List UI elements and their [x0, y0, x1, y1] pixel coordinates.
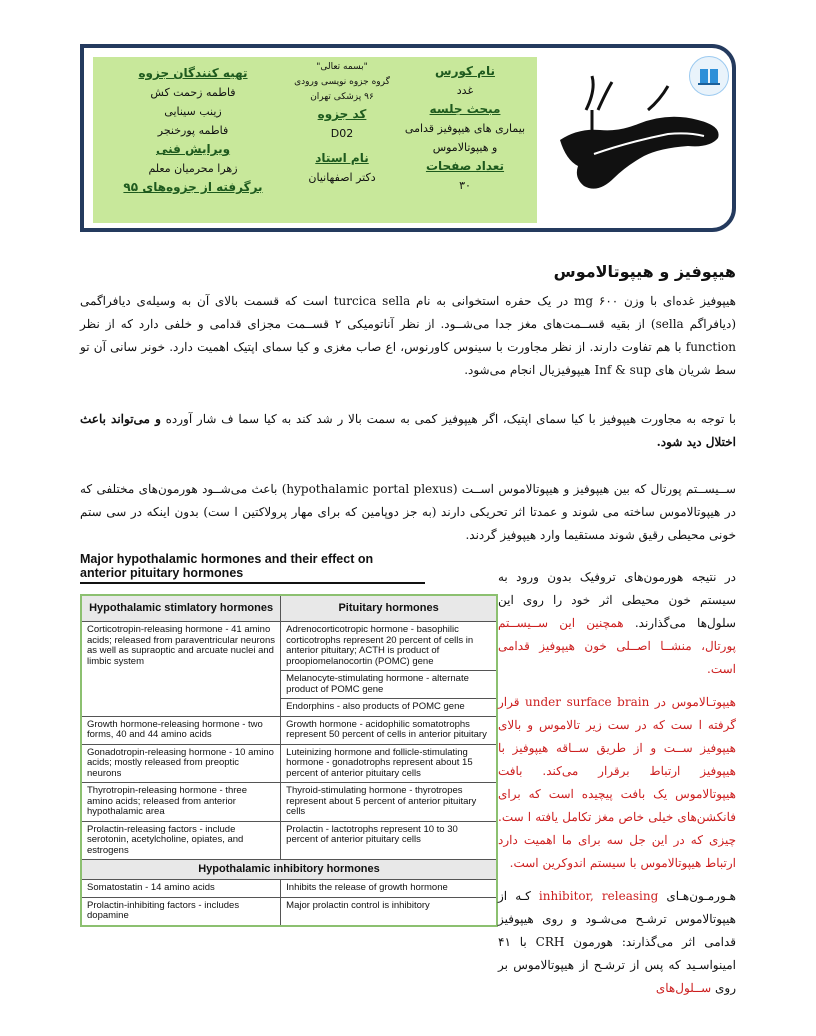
session-value-1: بیماری های هیپوفیز قدامی — [404, 122, 526, 135]
side-paragraph-3-red: inhibitor, releasing — [538, 889, 659, 903]
table-title-line-1: Major hypothalamic hormones and their effect on — [80, 552, 374, 566]
table-header-stimulatory: Hypothalamic stimlatory hormones — [81, 595, 281, 622]
table-cell: Adrenocorticotropic hormone - basophilic corticotrophs represent 20 percent of cells in anterior pituitary; ACTH is product of proopiomelanocortin (POMC) gene — [281, 622, 497, 671]
session-value-2: و هیپوتالاموس — [432, 141, 498, 154]
course-value: غدد — [456, 84, 474, 97]
pancreas-illustration-icon — [548, 70, 732, 210]
table-row — [81, 821, 497, 860]
table-cell: Growth hormone - acidophilic somatotrophs represent 50 percent of cells in anterior pituitary — [281, 716, 497, 744]
table-title — [80, 552, 425, 584]
table-cell: Somatostatin - 14 amino acids — [81, 880, 281, 898]
table-row — [81, 622, 497, 671]
preparers-label: تهیه کنندگان جزوه — [138, 66, 248, 80]
pages-label: تعداد صفحات — [425, 159, 505, 173]
code-label: کد جزوه — [317, 107, 367, 121]
table-title-line-2: anterior pituitary hormones — [80, 566, 244, 580]
table-header-pituitary: Pituitary hormones — [281, 595, 497, 622]
table-cell: Major prolactin control is inhibitory — [281, 897, 497, 926]
side-paragraph-1-red: همچنین این ســیســتم پورتال، منشــا اصــلی خون هیپوفیز قدامی است. — [498, 616, 736, 676]
table-row — [81, 716, 497, 744]
paragraph-2 — [80, 408, 736, 454]
preparer-1: فاطمه زحمت کش — [150, 86, 236, 99]
page-title: هیپوفیز و هیپوتالاموس — [553, 262, 736, 281]
group-line-1: گروه جزوه نویسی ورودی — [294, 77, 390, 87]
table-row — [81, 880, 497, 898]
preparer-3: فاطمه پورخنجر — [157, 124, 229, 137]
professor-value: دکتر اصفهانیان — [308, 171, 376, 184]
table-cell: Gonadotropin-releasing hormone - 10 amino acids; mostly released from preoptic neurons — [81, 744, 281, 783]
table-cell: Melanocyte-stimulating hormone - alternate product of POMC gene — [281, 671, 497, 699]
preparer-2: زینب سینایی — [164, 105, 222, 118]
hormone-table-figure — [80, 552, 498, 927]
table-inhibitory-band: Hypothalamic inhibitory hormones — [81, 860, 497, 880]
basmala: "بسمه تعالی" — [316, 62, 368, 72]
paragraph-1: هیپوفیز غده‌ای با وزن ۶۰۰ mg در یک حفره استخوانی به نام turcica sella است که قسمت بالای آن به وسیله‌ی دیافراگمی (دیافراگم sella) از بقیه قســمت‌های مغز جدا می‌شــود. از نظر آناتومیکی ۲ قســمت مجزای قدامی و خلفی دارد که از نظر function با هم تفاوت دارند. از نظر مجاورت با سینوس کاورنوس، اع صاب مغزی و کیا سمای اپتیک اهمیت دارد. خونر سانی آن تو سط شریان های Inf & sup هیپوفیزیال انجام می‌شود. — [80, 294, 737, 377]
professor-label: نام استاد — [315, 151, 369, 165]
side-column — [498, 566, 736, 1000]
side-paragraph-1 — [498, 566, 736, 681]
side-paragraph-3 — [498, 885, 736, 1000]
editing-label: ویرایش فنی — [155, 142, 231, 156]
side-paragraph-1-text: در نتیجه هورمون‌های تروفیک بدون ورود به سیستم خون محیطی اثر خود را روی این سلول‌ها می‌گذارند. — [498, 570, 736, 630]
side-paragraph-3-red-end: ســلول‌های — [655, 981, 712, 995]
table-cell: Inhibits the release of growth hormone — [281, 880, 497, 898]
table-row — [81, 783, 497, 822]
source-label: برگرفته از جزوه‌های ۹۵ — [123, 180, 263, 194]
hormone-table — [80, 594, 498, 927]
header-col-middle — [272, 60, 412, 187]
paragraph-3: ســیســتم پورتال که بین هیپوفیز و هیپوتالاموس اســت (hypothalamic portal plexus) باعث می‌شــود هورمون‌های مختلفی که در هیپوتالاموس ساخته می شوند و عمدتا اثر تحریکی دارند (به جز دوپامین که برای مهار پرولاکتین ا ست) بدون اینکه در سی ستم خونی محیطی رقیق شوند مستقیما وارد هیپوفیز گردند. — [80, 482, 736, 542]
table-row — [81, 744, 497, 783]
course-label: نام کورس — [435, 64, 495, 78]
table-cell: Growth hormone-releasing hormone - two forms, 40 and 44 amino acids — [81, 716, 281, 744]
table-cell: Prolactin-releasing factors - include serotonin, acetylcholine, opiates, and estrogens — [81, 821, 281, 860]
table-cell: Endorphins - also products of POMC gene — [281, 699, 497, 717]
table-cell: Luteinizing hormone and follicle-stimulating hormone - gonadotrophs represent about 15 percent of anterior pituitary cells — [281, 744, 497, 783]
table-cell: Thyrotropin-releasing hormone - three amino acids; released from anterior hypothalamic area — [81, 783, 281, 822]
table-row — [81, 897, 497, 926]
group-line-2: ۹۶ پزشکی تهران — [310, 92, 374, 102]
editor-name: زهرا محرمیان معلم — [148, 162, 238, 175]
table-cell: Thyroid-stimulating hormone - thyrotropes represent about 5 percent of anterior pituitary cells — [281, 783, 497, 822]
table-cell: Corticotropin-releasing hormone - 41 amino acids; released from paraventricular neurons as well as supraoptic and arcuate nuclei and limbic system — [81, 622, 281, 717]
side-paragraph-3-b: کـه از هیپوتالاموس ترشـح می‌شـود و روی هیپوفیز قدامی اثر می‌گذارند: هورمون CRH با ۴۱ امینواسـید که پس از ترشـح از هیپوتالاموس بر روی — [498, 889, 736, 995]
table-cell: Prolactin - lactotrophs represent 10 to 30 percent of anterior pituitary cells — [281, 821, 497, 860]
side-paragraph-3-a: هـورمـون‌هـای — [658, 889, 737, 903]
header-col-course — [395, 62, 535, 195]
session-label: مبحث جلسه — [429, 102, 501, 116]
side-paragraph-2: هیپوتـالاموس در under surface brain قرار گرفته ا ست که در ست زیر تالاموس و بالای هیپوفیز ســت و از طریق ســاقه هیپوفیز با هیپوفیز ارتباط برقرار می‌کند. بافت هیپوتالاموس یک بافت پیچیده است که برای فانکشن‌های خیلی خاص مغز تکامل یافته ا ست. چیزی که در این جل سه برای ما اهمیت دارد ارتباط هیپوتالاموس با سیستم اندوکرین است. — [498, 695, 736, 870]
header-col-preparers — [118, 64, 268, 197]
table-cell: Prolactin-inhibiting factors - includes dopamine — [81, 897, 281, 926]
code-value: D02 — [330, 127, 354, 140]
paragraph-2-bold: و می‌تواند باعث اختلال دید شود. — [80, 412, 736, 449]
paragraph-2-text: با توجه به مجاورت هیپوفیز با کیا سمای اپتیک، اگر هیپوفیز کمی به سمت بالا ر شد کند به کیا سما ف شار آورده — [160, 412, 736, 426]
pages-value: ۳۰ — [459, 179, 471, 192]
